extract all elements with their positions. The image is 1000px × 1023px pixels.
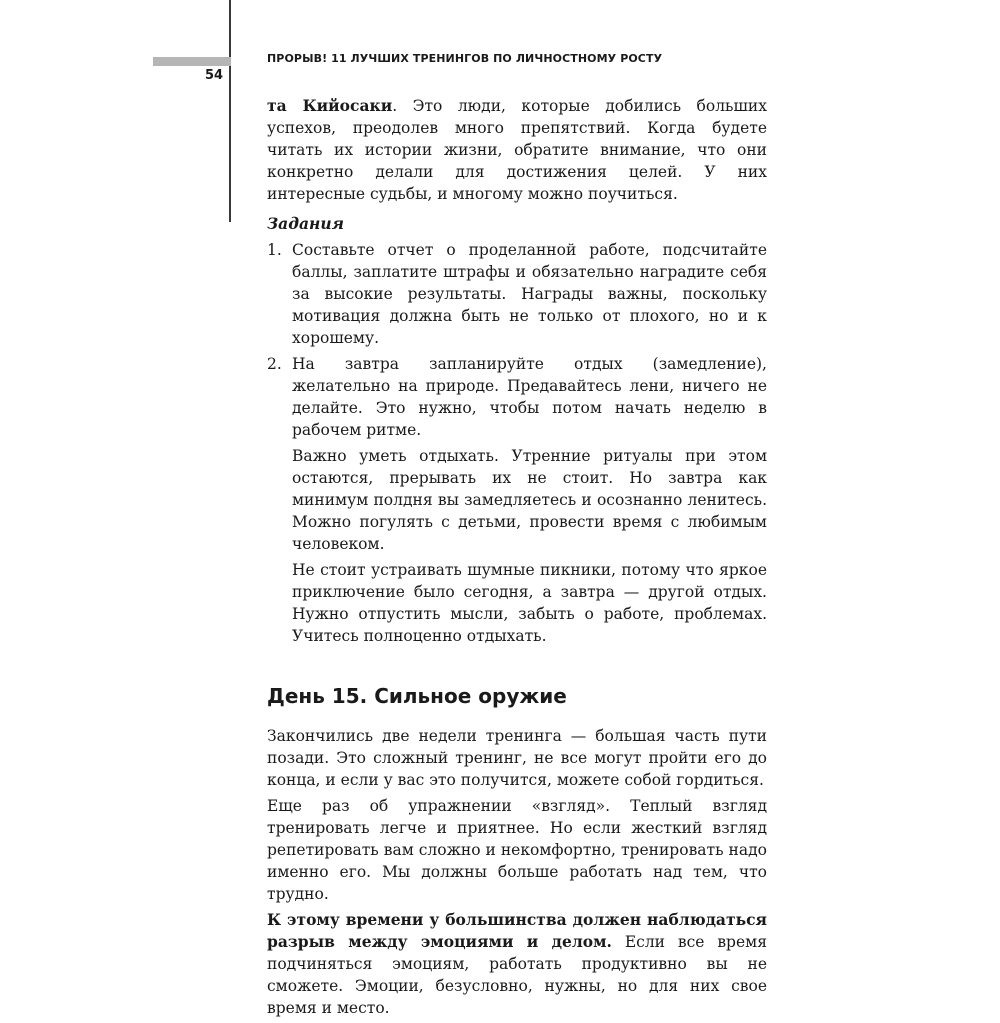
section-heading: День 15. Сильное оружие	[267, 684, 567, 708]
intro-paragraph	[267, 95, 767, 205]
running-title: ПРОРЫВ! 11 ЛУЧШИХ ТРЕНИНГОВ ПО ЛИЧНОСТНОМУ РОСТУ	[267, 52, 663, 65]
section-paragraph: Еще раз об упражнении «взгляд». Теплый взгляд тренировать легче и приятнее. Но если жесткий взгляд репетировать вам сложно и некомфортно, тренировать надо именно его. Мы должны больше работать над тем, что трудно.	[267, 797, 767, 903]
page-body	[267, 95, 767, 1023]
task-text: На завтра запланируйте отдых (замедление), желательно на природе. Предавайтесь лени, ничего не делайте. Это нужно, чтобы потом начать неделю в рабочем ритме.	[292, 355, 767, 439]
tasks-list	[267, 239, 767, 441]
intro-bold-lead: та Кийосаки	[267, 96, 393, 115]
tasks-title: Задания	[267, 214, 344, 233]
section-paragraph: Закончились две недели тренинга — большая часть пути позади. Это сложный тренинг, не все могут пройти его до конца, и если у вас это получится, можете собой гордиться.	[267, 727, 767, 789]
intro-text: . Это люди, которые добились больших успехов, преодолев много препятствий. Когда будете читать их истории жизни, обратите внимание, что они конкретно делали для достижения целей. У них интересные судьбы, и многому можно поучиться.	[267, 97, 767, 203]
task-item	[267, 353, 767, 441]
task-item	[267, 239, 767, 349]
section-final-paragraph	[267, 909, 767, 1019]
task-text: Составьте отчет о проделанной работе, подсчитайте баллы, заплатите штрафы и обязательно наградите себя за высокие результаты. Награды важны, поскольку мотивация должна быть не только от плохого, но и к хорошему.	[292, 241, 767, 347]
task-number: 2.	[267, 355, 282, 373]
task-number: 1.	[267, 241, 282, 259]
page-number: 54	[205, 68, 224, 83]
final-text: Если все время подчиняться эмоциям, работать продуктивно вы не сможете. Эмоции, безусловно, нужны, но для них свое время и место.	[267, 933, 767, 1017]
final-bold-lead: К этому времени у большинства должен наблюдаться разрыв между эмоциями и делом.	[267, 910, 767, 951]
task-extra-paragraph: Важно уметь отдыхать. Утренние ритуалы при этом остаются, прерывать их не стоит. Но завтра как минимум полдня вы замедляетесь и осознанно ленитесь. Можно погулять с детьми, провести время с любимым человеком.	[292, 447, 767, 553]
task-extra-paragraph: Не стоит устраивать шумные пикники, потому что яркое приключение было сегодня, а завтра — другой отдых. Нужно отпустить мысли, забыть о работе, проблемах. Учитесь полноценно отдыхать.	[292, 561, 767, 645]
margin-vertical-rule	[229, 0, 231, 222]
header-gray-bar	[153, 57, 231, 66]
